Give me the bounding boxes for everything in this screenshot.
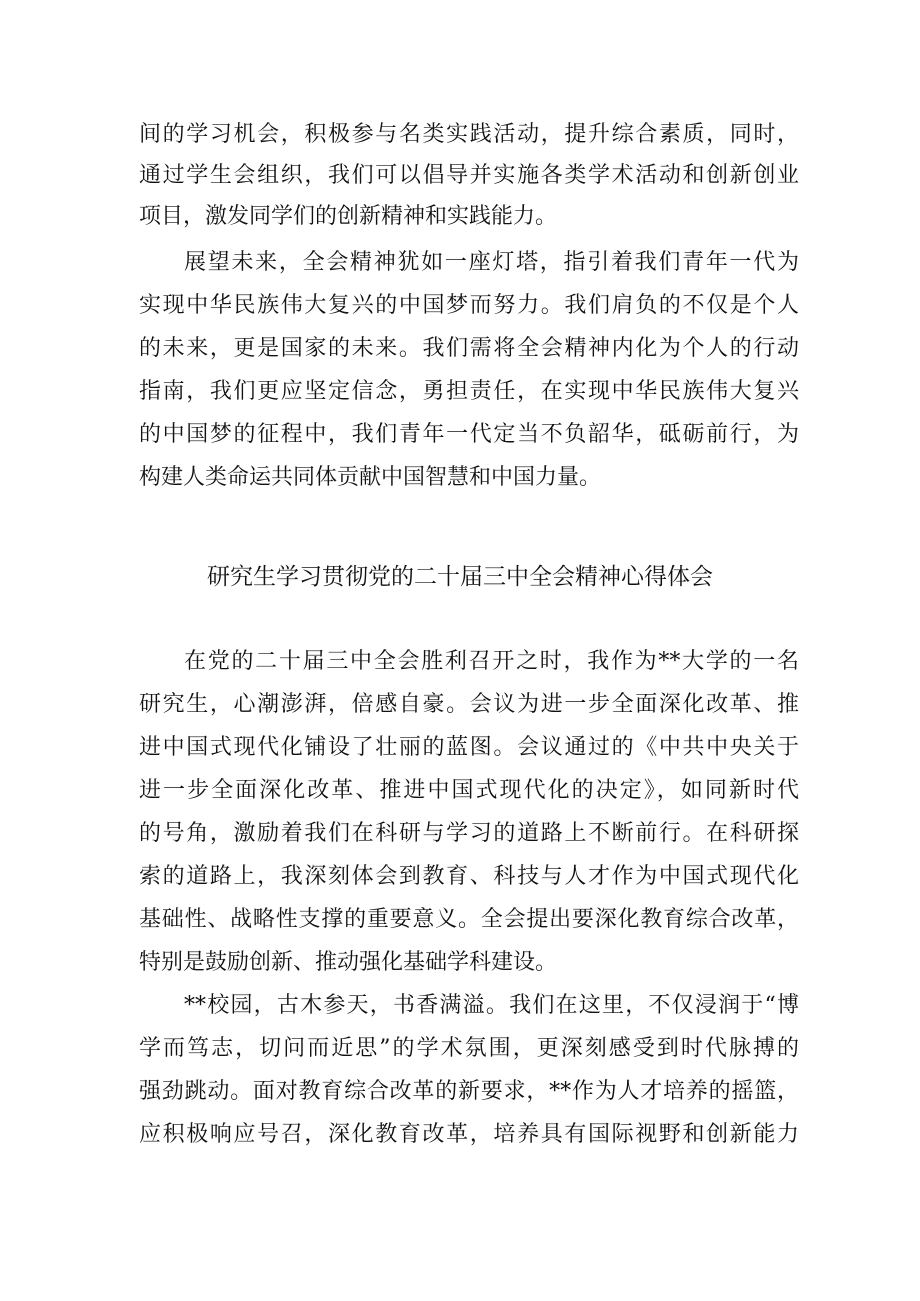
- text-line: 学而笃志，切问而近思”的学术氛围，更深刻感受到时代脉搏的: [139, 1036, 799, 1061]
- article-title: 研究生学习贯彻党的二十届三中全会精神心得体会: [207, 564, 713, 590]
- text-line: 索的道路上，我深刻体会到教育、科技与人才作为中国式现代化: [139, 864, 799, 889]
- text-line: 实现中华民族伟大复兴的中国梦而努力。我们肩负的不仅是个人: [139, 293, 799, 318]
- text-line: 应积极响应号召，深化教育改革，培养具有国际视野和创新能力: [139, 1122, 799, 1147]
- text-line: 指南，我们更应坚定信念，勇担责任，在实现中华民族伟大复兴: [139, 379, 799, 404]
- text-line: 展望未来，全会精神犹如一座灯塔，指引着我们青年一代为: [184, 250, 799, 275]
- text-line: 间的学习机会，积极参与名类实践活动，提升综合素质，同时，: [139, 122, 799, 147]
- text-line: 的未来，更是国家的未来。我们需将全会精神内化为个人的行动: [139, 336, 799, 361]
- text-line: 强劲跳动。面对教育综合改革的新要求，**作为人才培养的摇篮，: [139, 1079, 799, 1104]
- text-line: 进一步全面深化改革、推进中国式现代化的决定》，如同新时代: [139, 778, 799, 803]
- text-line: 构建人类命运共同体贡献中国智慧和中国力量。: [139, 465, 602, 490]
- text-line: 进中国式现代化铺设了壮丽的蓝图。会议通过的《中共中央关于: [139, 735, 799, 760]
- text-line: 的中国梦的征程中，我们青年一代定当不负韶华，砥砺前行，为: [139, 422, 799, 447]
- text-line: **校园，古木参天，书香满溢。我们在这里，不仅浸润于“博: [184, 993, 799, 1018]
- text-line: 特别是鼓励创新、推动强化基础学科建设。: [139, 950, 558, 975]
- text-line: 研究生，心潮澎湃，倍感自豪。会议为进一步全面深化改革、推: [139, 692, 799, 717]
- text-line: 在党的二十届三中全会胜利召开之时，我作为**大学的一名: [184, 649, 799, 674]
- text-line: 基础性、战略性支撑的重要意义。全会提出要深化教育综合改革，: [139, 907, 799, 932]
- text-line: 项目，激发同学们的创新精神和实践能力。: [139, 204, 558, 229]
- text-line: 的号角，激励着我们在科研与学习的道路上不断前行。在科研探: [139, 821, 799, 846]
- text-line: 通过学生会组织，我们可以倡导并实施各类学术活动和创新创业: [139, 163, 799, 188]
